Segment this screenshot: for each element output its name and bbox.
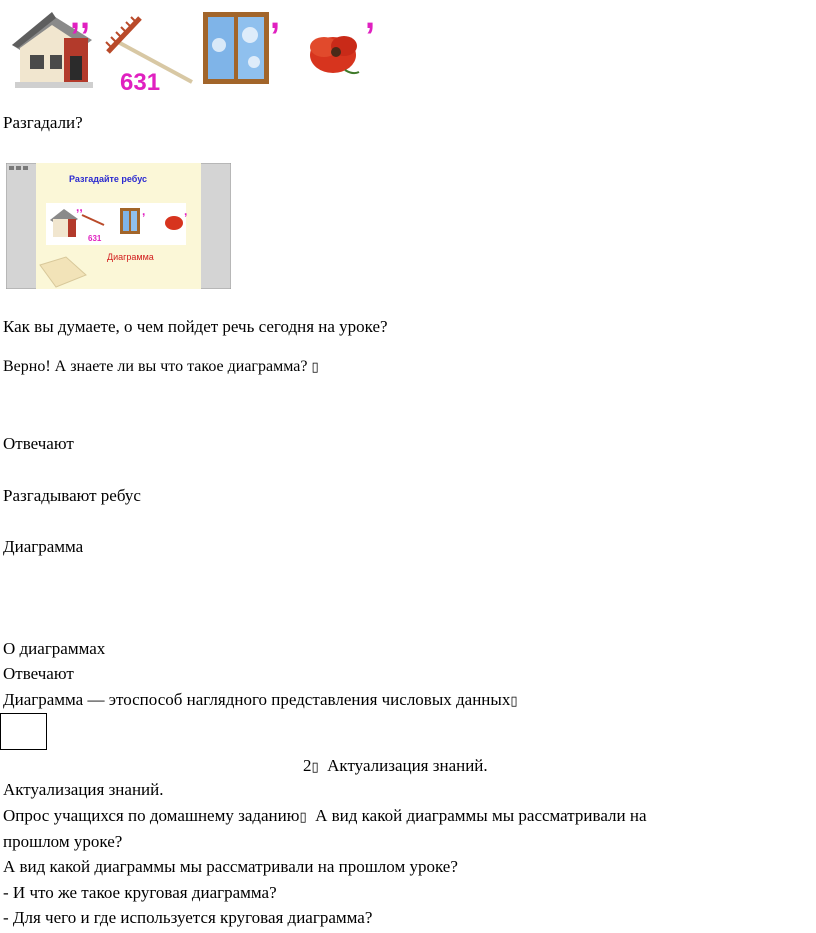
line-answering-2: Отвечают — [3, 664, 74, 683]
slide-number: 631 — [88, 234, 102, 243]
line-question-topic: Как вы думаете, о чем пойдет речь сегодня на уроке? — [3, 317, 388, 336]
line-guessed: Разгадали? — [3, 113, 83, 132]
rebus-comma-3: , — [365, 0, 376, 36]
empty-box — [0, 713, 47, 750]
rebus-image — [0, 0, 400, 100]
svg-text:,: , — [142, 204, 146, 218]
line-question-repeat: А вид какой диаграммы мы рассматривали на прошлом уроке? — [3, 857, 458, 876]
svg-text:,,: ,, — [76, 200, 83, 214]
line-actualization: Актуализация знаний. — [3, 780, 164, 799]
window-icon — [203, 12, 269, 84]
slide-poppy-icon — [165, 216, 183, 230]
slide-title: Разгадайте ребус — [69, 174, 148, 184]
line-q-pie-what: - И что же такое круговая диаграмма? — [3, 883, 277, 902]
line-survey: Опрос учащихся по домашнему заданию▯ А вид какой диаграммы мы рассматривали на — [3, 806, 647, 825]
line-q-pie-where: - Для чего и где используется круговая диаграмма? — [3, 908, 373, 927]
missing-glyph-icon: ▯ — [299, 810, 307, 825]
line-answering-1: Отвечают — [3, 434, 74, 453]
section-heading: 2▯ Актуализация знаний. — [303, 756, 488, 775]
line-survey-cont: прошлом уроке? — [3, 832, 123, 851]
missing-glyph-icon: ▯ — [311, 360, 319, 375]
slide-thumbnail — [6, 163, 231, 289]
line-solving-rebus: Разгадывают ребус — [3, 486, 141, 505]
line-about-diagrams: О диаграммах — [3, 639, 106, 658]
svg-text:,: , — [184, 204, 188, 218]
slide-answer: Диаграмма — [107, 252, 154, 262]
line-correct: Верно! А знаете ли вы что такое диаграмма? ▯ — [3, 358, 319, 375]
missing-glyph-icon: ▯ — [510, 694, 518, 709]
poppy-icon — [310, 36, 359, 73]
rebus-comma-1: ,, — [70, 0, 91, 36]
line-diagram: Диаграмма — [3, 537, 84, 556]
rebus-number: 631 — [120, 69, 161, 96]
missing-glyph-icon: ▯ — [311, 760, 319, 775]
rebus-comma-2: , — [270, 0, 281, 36]
line-definition: Диаграмма — этоспособ наглядного представления числовых данных▯ — [3, 690, 518, 709]
slide-toolbar-icon — [9, 166, 28, 170]
